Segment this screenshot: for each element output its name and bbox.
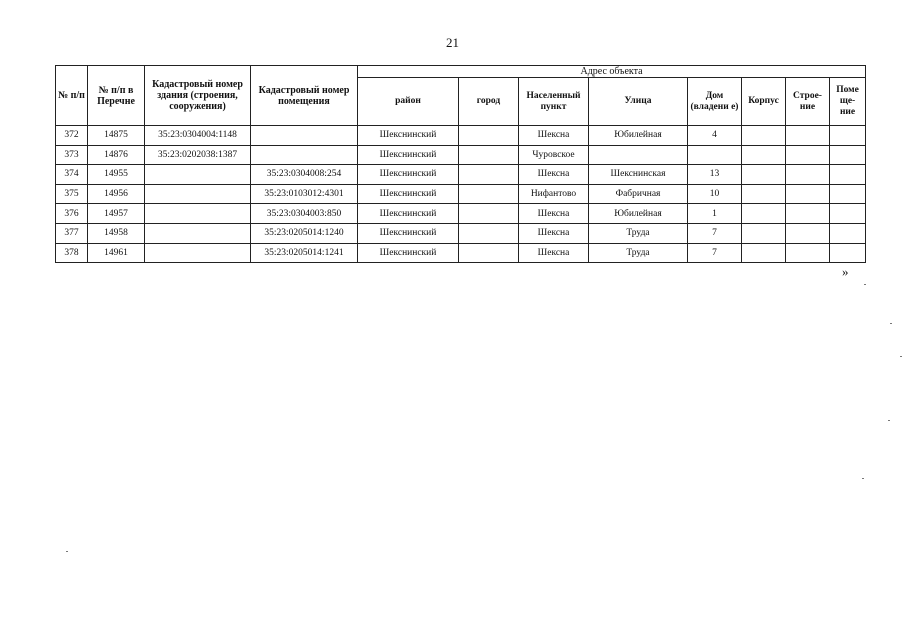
- cell-building: [786, 126, 830, 146]
- cell-house: 7: [688, 223, 742, 243]
- cell-num: 373: [56, 145, 88, 165]
- cell-list-num: 14958: [88, 223, 145, 243]
- cell-building-cadastral: [145, 223, 251, 243]
- cell-locality: Шексна: [519, 165, 589, 185]
- header-num: № п/п: [56, 66, 88, 126]
- cell-num: 377: [56, 223, 88, 243]
- cell-block: [742, 184, 786, 204]
- header-building: Строе- ние: [786, 78, 830, 126]
- header-room-cadastral: Кадастровый номер помещения: [251, 66, 358, 126]
- cell-room: [830, 204, 866, 224]
- cell-block: [742, 243, 786, 263]
- scan-speck: [66, 551, 68, 552]
- cell-block: [742, 223, 786, 243]
- cell-city: [459, 126, 519, 146]
- cell-house: 7: [688, 243, 742, 263]
- header-city: город: [459, 78, 519, 126]
- cell-city: [459, 165, 519, 185]
- cell-list-num: 14875: [88, 126, 145, 146]
- cell-street: [589, 145, 688, 165]
- header-locality: Населенный пункт: [519, 78, 589, 126]
- cell-room: [830, 184, 866, 204]
- cell-district: Шекснинский: [358, 204, 459, 224]
- header-building-cadastral: Кадастровый номер здания (строения, сооружения): [145, 66, 251, 126]
- cell-street: Труда: [589, 223, 688, 243]
- cell-num: 376: [56, 204, 88, 224]
- cell-room-cadastral: [251, 145, 358, 165]
- cell-street: Юбилейная: [589, 126, 688, 146]
- header-room: Поме ще- ние: [830, 78, 866, 126]
- cell-list-num: 14955: [88, 165, 145, 185]
- cell-district: Шекснинский: [358, 223, 459, 243]
- cell-building: [786, 165, 830, 185]
- cell-block: [742, 126, 786, 146]
- cell-building: [786, 204, 830, 224]
- cell-locality: Чуровское: [519, 145, 589, 165]
- cell-room: [830, 243, 866, 263]
- cell-room: [830, 165, 866, 185]
- header-street: Улица: [589, 78, 688, 126]
- cell-locality: Нифантово: [519, 184, 589, 204]
- cell-block: [742, 165, 786, 185]
- cell-building-cadastral: 35:23:0202038:1387: [145, 145, 251, 165]
- cell-room: [830, 223, 866, 243]
- table-body: [56, 126, 866, 263]
- cell-building-cadastral: [145, 165, 251, 185]
- header-house: Дом (владени е): [688, 78, 742, 126]
- cell-building: [786, 184, 830, 204]
- cell-city: [459, 223, 519, 243]
- scan-speck: [890, 323, 892, 324]
- cell-list-num: 14957: [88, 204, 145, 224]
- cell-house: 4: [688, 126, 742, 146]
- cell-city: [459, 243, 519, 263]
- table-row: [56, 126, 866, 146]
- table-row: [56, 165, 866, 185]
- cell-street: Труда: [589, 243, 688, 263]
- cell-city: [459, 145, 519, 165]
- cell-building-cadastral: 35:23:0304004:1148: [145, 126, 251, 146]
- header-district: район: [358, 78, 459, 126]
- cell-district: Шекснинский: [358, 126, 459, 146]
- cell-district: Шекснинский: [358, 243, 459, 263]
- cell-street: Юбилейная: [589, 204, 688, 224]
- cell-building: [786, 223, 830, 243]
- cell-locality: Шексна: [519, 243, 589, 263]
- cell-district: Шекснинский: [358, 184, 459, 204]
- cell-room-cadastral: 35:23:0304008:254: [251, 165, 358, 185]
- cell-city: [459, 204, 519, 224]
- cell-num: 374: [56, 165, 88, 185]
- table-row: [56, 184, 866, 204]
- cell-block: [742, 145, 786, 165]
- cell-house: 10: [688, 184, 742, 204]
- scan-speck: [864, 284, 866, 285]
- cell-building: [786, 243, 830, 263]
- header-address-group: Адрес объекта: [358, 66, 866, 78]
- cell-city: [459, 184, 519, 204]
- cell-list-num: 14956: [88, 184, 145, 204]
- scan-speck: [900, 356, 902, 357]
- header-block: Корпус: [742, 78, 786, 126]
- cell-room: [830, 145, 866, 165]
- cell-block: [742, 204, 786, 224]
- table-header: [56, 66, 866, 126]
- cell-house: [688, 145, 742, 165]
- cell-district: Шекснинский: [358, 145, 459, 165]
- table-row: [56, 204, 866, 224]
- cell-room-cadastral: 35:23:0304003:850: [251, 204, 358, 224]
- cell-num: 372: [56, 126, 88, 146]
- closing-quote-mark: »: [842, 264, 849, 279]
- cell-building-cadastral: [145, 243, 251, 263]
- cell-street: Шекснинская: [589, 165, 688, 185]
- cell-street: Фабричная: [589, 184, 688, 204]
- cell-locality: Шексна: [519, 223, 589, 243]
- table-row: [56, 223, 866, 243]
- cell-list-num: 14961: [88, 243, 145, 263]
- cell-building-cadastral: [145, 184, 251, 204]
- cell-locality: Шексна: [519, 126, 589, 146]
- cell-district: Шекснинский: [358, 165, 459, 185]
- cell-house: 1: [688, 204, 742, 224]
- registry-table: [55, 65, 866, 263]
- cell-num: 375: [56, 184, 88, 204]
- header-list-num: № п/п в Перечне: [88, 66, 145, 126]
- table-row: [56, 145, 866, 165]
- scan-speck: [888, 420, 890, 421]
- cell-room-cadastral: 35:23:0205014:1240: [251, 223, 358, 243]
- cell-list-num: 14876: [88, 145, 145, 165]
- page-number: 21: [446, 35, 459, 50]
- cell-room-cadastral: [251, 126, 358, 146]
- cell-building-cadastral: [145, 204, 251, 224]
- cell-room-cadastral: 35:23:0205014:1241: [251, 243, 358, 263]
- table-row: [56, 243, 866, 263]
- cell-room: [830, 126, 866, 146]
- scan-speck: [862, 478, 864, 479]
- cell-num: 378: [56, 243, 88, 263]
- cell-building: [786, 145, 830, 165]
- cell-house: 13: [688, 165, 742, 185]
- cell-locality: Шексна: [519, 204, 589, 224]
- cell-room-cadastral: 35:23:0103012:4301: [251, 184, 358, 204]
